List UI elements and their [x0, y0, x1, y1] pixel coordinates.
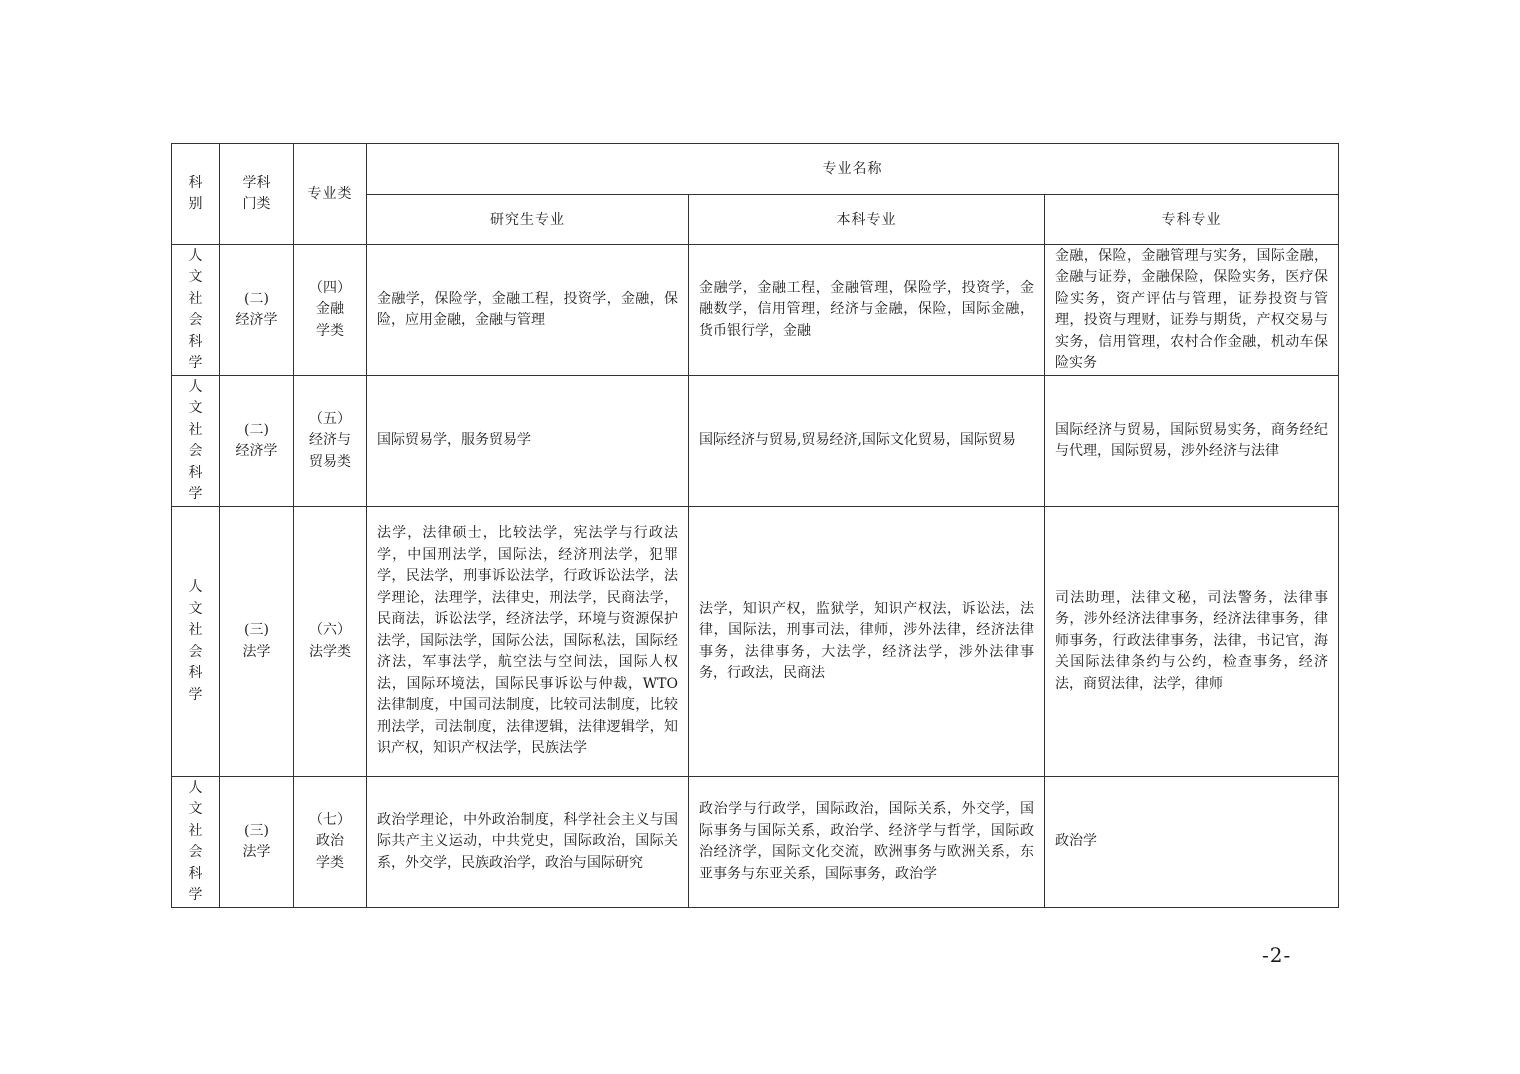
table-row: [172, 376, 1339, 507]
page-number: -2-: [1262, 943, 1292, 967]
cell-junior-college: 政治学: [1045, 777, 1339, 908]
header-major-names: 专业名称: [367, 144, 1339, 195]
cell-junior-college: 国际经济与贸易，国际贸易实务，商务经纪与代理，国际贸易，涉外经济与法律: [1045, 376, 1339, 507]
cell-major-class: （四） 金融 学类: [294, 245, 367, 376]
header-row-top: [172, 144, 1339, 195]
cell-graduate: 金融学，保险学，金融工程，投资学，金融，保险，应用金融，金融与管理: [367, 245, 689, 376]
table-row: [172, 507, 1339, 777]
header-major-class: 专业类: [294, 144, 367, 245]
cell-graduate: 国际贸易学，服务贸易学: [367, 376, 689, 507]
table-row: [172, 777, 1339, 908]
cell-undergraduate: 法学，知识产权，监狱学，知识产权法，诉讼法，法律，国际法，刑事司法，律师，涉外法律，经济法律事务，法律事务，大法学，经济法学，涉外法律事务，行政法，民商法: [689, 507, 1045, 777]
cell-category: 人 文 社 会 科 学: [172, 777, 220, 908]
cell-discipline: (三) 法学: [220, 777, 294, 908]
cell-major-class: （六） 法学类: [294, 507, 367, 777]
header-junior-college: 专科专业: [1045, 195, 1339, 245]
majors-table: [171, 143, 1339, 908]
cell-major-class: （五） 经济与 贸易类: [294, 376, 367, 507]
cell-undergraduate: 国际经济与贸易,贸易经济,国际文化贸易，国际贸易: [689, 376, 1045, 507]
header-discipline: 学科 门类: [220, 144, 294, 245]
cell-major-class: （七） 政治 学类: [294, 777, 367, 908]
cell-graduate: 政治学理论，中外政治制度，科学社会主义与国际共产主义运动，中共党史，国际政治，国际关系，外交学，民族政治学，政治与国际研究: [367, 777, 689, 908]
cell-undergraduate: 政治学与行政学，国际政治，国际关系，外交学，国际事务与国际关系，政治学、经济学与哲学，国际政治经济学，国际文化交流，欧洲事务与欧洲关系，东亚事务与东亚关系，国际事务，政治学: [689, 777, 1045, 908]
header-category: 科 别: [172, 144, 220, 245]
cell-discipline: (二) 经济学: [220, 245, 294, 376]
cell-discipline: (二) 经济学: [220, 376, 294, 507]
header-graduate: 研究生专业: [367, 195, 689, 245]
cell-discipline: (三) 法学: [220, 507, 294, 777]
cell-category: 人 文 社 会 科 学: [172, 376, 220, 507]
header-undergraduate: 本科专业: [689, 195, 1045, 245]
cell-junior-college: 金融，保险，金融管理与实务，国际金融，金融与证券，金融保险，保险实务，医疗保险实务，资产评估与管理，证券投资与管理，投资与理财，证券与期货，产权交易与实务，信用管理，农村合作金融，机动车保险实务: [1045, 245, 1339, 376]
cell-undergraduate: 金融学，金融工程，金融管理，保险学，投资学，金融数学，信用管理，经济与金融，保险，国际金融，货币银行学，金融: [689, 245, 1045, 376]
cell-category: 人 文 社 会 科 学: [172, 507, 220, 777]
cell-junior-college: 司法助理，法律文秘，司法警务，法律事务，涉外经济法律事务，经济法律事务，律师事务，行政法律事务，法律，书记官，海关国际法律条约与公约，检查事务，经济法，商贸法律，法学，律师: [1045, 507, 1339, 777]
table-row: [172, 245, 1339, 376]
cell-category: 人 文 社 会 科 学: [172, 245, 220, 376]
cell-graduate: 法学，法律硕士，比较法学，宪法学与行政法学，中国刑法学，国际法，经济刑法学，犯罪学，民法学，刑事诉讼法学，行政诉讼法学，法学理论，法理学，法律史，刑法学，民商法学，民商法，诉讼法学，经济法学，环境与资源保护法学，国际法学，国际公法，国际私法，国际经济法，军事法学，航空法与空间法，国际人权法，国际环境法，国际民事诉讼与仲裁，WTO 法律制度，中国司法制度，比较司法制度，比较刑法学，司法制度，法律逻辑，法律逻辑学，知识产权，知识产权法学，民族法学: [367, 507, 689, 777]
